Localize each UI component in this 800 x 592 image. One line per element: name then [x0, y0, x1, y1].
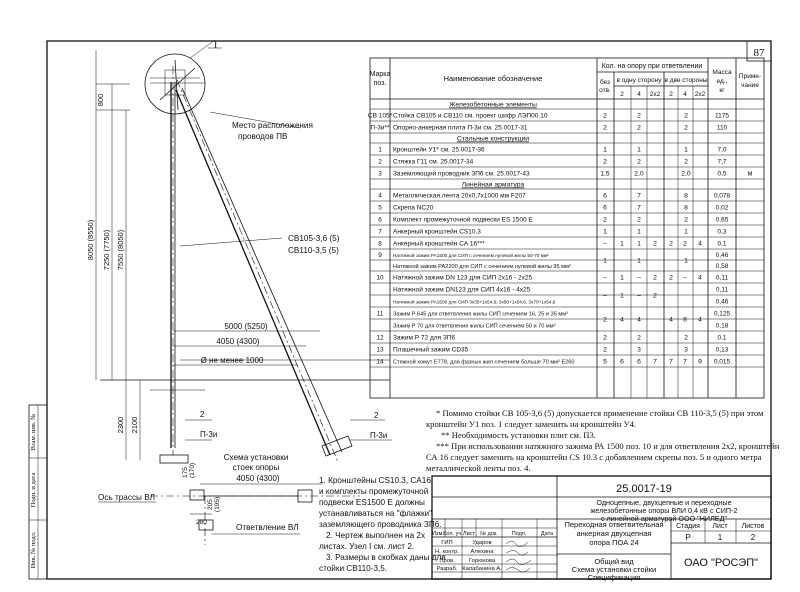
dim-280: 280 — [196, 519, 207, 526]
note-line: стойки СВ110-3,5. — [319, 564, 388, 573]
header-note: чание — [741, 82, 759, 89]
row-name: Анкерный кронштейн СА 16*** — [393, 240, 485, 248]
qty-cell: 2 — [684, 112, 688, 120]
qty-cell: 2 — [603, 112, 607, 120]
doc-title-2: Схема установки стойки — [571, 565, 657, 574]
role-dev: Разраб. — [436, 566, 458, 572]
qty-cell: 4 — [669, 316, 673, 324]
strip-label-signature: Подп. и дата — [30, 472, 37, 508]
qty-cell: 9 — [698, 358, 702, 366]
row-mark: СВ 105* — [367, 112, 393, 120]
qty-cell: 6 — [603, 204, 607, 212]
note-line: и комплекты промежуточной — [319, 487, 429, 496]
signature-marks — [506, 541, 531, 572]
plate-label-b: П-3и — [370, 431, 388, 440]
row-name: Металлическая лента 20х0,7х1000 мм F207 — [393, 192, 526, 200]
name-dev: Калабанина А. — [462, 566, 502, 572]
header-one-side: в одну сторону — [616, 77, 662, 84]
qty-cell: – — [603, 274, 607, 282]
header-mass: ед., — [716, 78, 728, 85]
footnote-line: металлической ленты поз. 4. — [426, 463, 531, 473]
mass-cell: 0,65 — [715, 216, 729, 224]
qty-cell: 2 — [603, 346, 607, 354]
col-date: Дата — [540, 531, 554, 537]
sub-col: 2х2 — [694, 91, 706, 98]
footnote-line: кронштейн У1 поз. 1 следует заменить на кронштейн У4. — [426, 419, 637, 429]
mass-cell: 0,078 — [713, 192, 731, 200]
qty-cell: 1 — [620, 240, 624, 248]
dim-4050: 4050 (4300) — [216, 337, 260, 346]
qty-cell: 2 — [669, 274, 673, 282]
section-title: Линейная арматура — [461, 181, 525, 189]
row-name: Кронштейн У1* см. 25.0017-36 — [393, 146, 485, 154]
row-mark: 9 — [378, 252, 382, 259]
header-two-sides: в две стороны — [664, 77, 708, 84]
node-leader-label: I — [214, 40, 218, 51]
qty-cell: 2 — [637, 216, 641, 224]
qty-cell: – — [603, 240, 607, 248]
qty-cell: – — [637, 292, 641, 300]
pos-2-label-b: 2 — [374, 411, 379, 420]
doc-title-1: Общий вид — [594, 557, 634, 566]
qty-cell: 2 — [603, 316, 607, 324]
col-sign: Подп. — [511, 531, 527, 537]
row-mark: 6 — [378, 216, 382, 224]
qty-cell: 4 — [698, 274, 702, 282]
row-mark: 8 — [378, 240, 382, 248]
stage-label: Стадия — [676, 523, 700, 530]
drawing-code: 25.0017-19 — [616, 483, 672, 495]
scheme-title-2: стоек опоры — [232, 463, 280, 472]
col-sheet: Лист — [463, 531, 475, 537]
qty-cell: 1 — [684, 228, 688, 236]
qty-cell: 5 — [603, 358, 607, 366]
qty-cell: – — [637, 274, 641, 282]
qty-cell: 6 — [637, 358, 641, 366]
mass-cell: 0,18 — [715, 322, 729, 330]
table-body — [368, 101, 764, 368]
mass-cell: 0,58 — [715, 263, 729, 270]
axis-label: Ось трассы ВЛ — [98, 493, 155, 502]
qty-cell: 2 — [684, 334, 688, 342]
qty-cell: 1 — [603, 228, 607, 236]
note-line: подвески ES1500 Е должны — [319, 498, 425, 507]
company-name: ОАО "РОСЭП" — [683, 557, 759, 569]
row-name: Заземляющий проводник ЗП6 см. 25.0017-43 — [393, 170, 530, 178]
pole-drawing — [86, 40, 392, 463]
row-name: Натяжной зажим DN123 для СИП 4х16 - 4х25 — [393, 286, 531, 294]
mass-cell: 0,3 — [717, 228, 727, 236]
scheme-dim: 4050 (4300) — [236, 474, 280, 483]
col-count: Кол. уч. — [443, 531, 463, 537]
sub-col: 2х2 — [649, 91, 661, 98]
drawing-description-1: Одноцепные, двухцепные и переходные — [596, 498, 732, 507]
row-mark: 2 — [378, 158, 382, 166]
mass-cell: 0,46 — [715, 298, 729, 306]
mass-cell: 0,015 — [713, 358, 731, 366]
qty-cell: 7 — [653, 358, 657, 366]
footnote-line: СА 16 следует заменить на кронштейн CS 10.3 с добавлением скрепы поз. 5 и одного метра — [426, 452, 762, 462]
qty-cell: 7 — [637, 192, 641, 200]
qty-cell: – — [683, 274, 687, 282]
note-cell: м — [747, 170, 753, 178]
qty-cell: 2,0 — [681, 170, 691, 178]
note-line: устанавливаться на "флажки" — [319, 509, 433, 518]
sheets-value: 2 — [750, 533, 756, 542]
qty-cell: 2 — [603, 124, 607, 132]
qty-cell: 6 — [603, 192, 607, 200]
qty-cell: 1 — [620, 274, 624, 282]
mass-cell: 0,46 — [715, 252, 729, 259]
qty-cell: 1 — [637, 257, 641, 265]
dim-2300: 2300 — [116, 416, 125, 434]
dim-800: 800 — [96, 93, 105, 107]
qty-cell: 2 — [669, 240, 673, 248]
dim-7550: 7550 (8050) — [116, 229, 125, 271]
row-mark: 1 — [378, 146, 382, 154]
footnote-line: *** При использовании натяжного зажима РА 1500 поз. 10 и для ответвления 2х2, кронштейн — [436, 441, 780, 451]
row-mark: 10 — [376, 274, 384, 282]
qty-cell: 2 — [637, 334, 641, 342]
qty-cell: 2 — [653, 292, 657, 300]
mass-cell: 0,11 — [715, 286, 729, 294]
dim-5000: 5000 (5250) — [224, 322, 268, 331]
qty-cell: 1 — [603, 146, 607, 154]
row-mark: П-3и** — [370, 124, 390, 132]
specification-table — [368, 58, 764, 398]
mass-cell: 0,125 — [713, 310, 731, 318]
row-mark: 11 — [376, 310, 384, 318]
qty-cell: 2 — [684, 216, 688, 224]
qty-cell: 1 — [603, 257, 607, 265]
qty-cell: 7 — [637, 204, 641, 212]
mass-cell: 7,7 — [717, 158, 727, 166]
binding-strip — [29, 405, 47, 579]
qty-cell: 1 — [637, 240, 641, 248]
row-name: Скрепа NC20 — [393, 204, 434, 212]
qty-cell: 3 — [684, 346, 688, 354]
row-mark: 14 — [376, 358, 384, 366]
qty-cell: 3 — [637, 346, 641, 354]
col-change: Изм. — [432, 531, 444, 537]
header-mass: Масса — [712, 69, 732, 76]
qty-cell: 2 — [683, 240, 687, 248]
dim-min-1000: Ø не менее 1000 — [200, 356, 264, 365]
row-mark: 13 — [376, 346, 384, 354]
sub-col: 2 — [669, 91, 673, 98]
dim-205: 205 — [207, 499, 214, 510]
qty-cell: 8 — [684, 192, 688, 200]
doc-title-3: Спецификация — [587, 573, 641, 582]
header-name: Наименование обозначение — [443, 74, 543, 83]
row-mark: 3 — [378, 170, 382, 178]
header-note: Приме- — [738, 73, 762, 80]
qty-cell: 7 — [683, 358, 687, 366]
sheet-label: Лист — [712, 523, 728, 530]
stage-value: Р — [685, 533, 691, 542]
name-check: Горюнова — [468, 558, 496, 564]
row-name: Зажим Р 72 для ЗП6 — [393, 334, 456, 342]
qty-cell: 2 — [637, 112, 641, 120]
pole-type-label-2: СВ110-3,5 (5) — [288, 246, 339, 255]
mass-cell: 0,13 — [715, 346, 729, 354]
row-name: Натяжной зажим РА2200 для СИП с сечением нулевой жилы 95 мм² — [393, 264, 571, 270]
qty-cell: 2 — [603, 334, 607, 342]
dim-175: 175 — [182, 467, 189, 478]
sub-col: 2 — [620, 91, 624, 98]
header-without: без — [599, 79, 611, 86]
section-title: Железобетонные элементы — [449, 101, 537, 109]
row-name: Натяжной зажим DN 123 для СИП 2х16 - 2х25 — [393, 274, 533, 282]
qty-cell: 2 — [653, 274, 657, 282]
header-mass: кг — [719, 87, 725, 94]
role-norm: Н. контр. — [435, 549, 459, 555]
sub-col: 4 — [683, 91, 687, 98]
qty-cell: 1 — [637, 228, 641, 236]
drawing-notes — [319, 476, 446, 573]
note-line: заземляющего проводника ЗП6. — [319, 520, 442, 529]
row-name: Плашечный зажим CD35 — [393, 346, 469, 354]
row-name: Опорно-анкерная плита П-3и см. 25.0017-31 — [393, 124, 528, 132]
strut-pole — [176, 90, 330, 455]
role-chief: ГИП — [441, 540, 453, 546]
dim-195: (195) — [214, 496, 221, 512]
mass-cell: 0,11 — [715, 274, 729, 282]
footnotes — [426, 408, 780, 473]
row-mark: 7 — [378, 228, 382, 236]
sub-col: 4 — [637, 91, 641, 98]
wire-place-label-1: Место расположения — [232, 121, 313, 130]
qty-cell: 6 — [620, 358, 624, 366]
qty-cell: – — [603, 292, 607, 300]
strip-label-inventory: Инв. № подл. — [30, 531, 37, 569]
qty-cell: 7 — [669, 358, 673, 366]
row-name: Зажим Р 70 для ответвления жилы СИП сечением 50 и 70 мм² — [393, 323, 556, 330]
strip-label-replacement: Взам. инв. № — [30, 413, 37, 451]
sheets-label: Листов — [741, 523, 765, 530]
branch-label: Ответвление ВЛ — [236, 523, 299, 532]
mass-cell: 110 — [716, 124, 728, 132]
note-line: 3. Размеры в скобках даны для — [326, 553, 446, 562]
note-line: листах. Узел I см. лист 2. — [319, 542, 415, 551]
drawing-description-2: железобетонные опоры ВЛИ 0,4 кВ с СИП-2 — [590, 506, 738, 515]
qty-cell: 1,5 — [600, 170, 610, 178]
title-block — [432, 476, 771, 582]
mass-cell: 7,0 — [717, 146, 727, 154]
qty-cell: 2 — [637, 124, 641, 132]
plate-p3i-vertical — [160, 455, 188, 463]
qty-cell: 4 — [698, 316, 702, 324]
qty-cell: 2,0 — [634, 170, 644, 178]
row-name: Анкерный кронштейн CS10.3 — [393, 228, 481, 236]
item-title-3: опора ПОА 24 — [589, 538, 639, 547]
dim-7250: 7250 (7750) — [102, 229, 111, 271]
qty-cell: 2 — [603, 216, 607, 224]
mass-cell: 0,5 — [717, 170, 727, 178]
row-name: Натяжной зажим РА1500 для СИП 3х35+1х54,6; 3х50+1х54,6; 3х70+1х54,6 — [393, 299, 556, 305]
row-name: Комплект промежуточной подвески ES 1500 E — [393, 216, 533, 224]
name-norm: Алехина — [470, 549, 494, 555]
row-name: Зажим Р 645 для ответвления жилы СИП сечением 16, 25 и 35 мм² — [393, 311, 568, 318]
header-mark: Марка — [369, 71, 391, 78]
mass-cell: 0,1 — [717, 240, 727, 248]
drawing-description-3: с линейной арматурой ООО "НИЛЕД" — [600, 514, 728, 523]
qty-cell: 2 — [684, 158, 688, 166]
row-mark: 4 — [378, 192, 382, 200]
qty-cell: 4 — [620, 316, 624, 324]
col-doc: № док. — [480, 531, 498, 537]
qty-cell: 1 — [684, 146, 688, 154]
header-without: отв. — [599, 87, 611, 94]
qty-cell: 1 — [684, 257, 688, 265]
plate-label-a: П-3и — [200, 430, 218, 439]
qty-cell: 1 — [620, 292, 624, 300]
sheet-number: 87 — [753, 47, 765, 59]
header-qty: Кол. на опору при ответвлении — [601, 63, 703, 70]
note-line: 1. Кронштейны CS10.3, CA16 — [319, 476, 431, 485]
item-title-1: Переходная ответвительная — [564, 520, 664, 529]
mass-cell: 1175 — [715, 112, 729, 120]
header-mark: поз. — [373, 80, 387, 87]
qty-cell: 8 — [684, 204, 688, 212]
pos-2-label-a: 2 — [200, 410, 205, 419]
qty-cell: 2 — [653, 240, 657, 248]
qty-cell: 2 — [603, 158, 607, 166]
qty-cell: 4 — [637, 316, 641, 324]
name-chief: Ударов — [472, 540, 492, 546]
pole-type-label-1: СВ105-3,6 (5) — [288, 234, 340, 243]
qty-cell: 1 — [637, 146, 641, 154]
row-mark: 12 — [376, 334, 384, 342]
scheme-pole-base — [190, 490, 204, 500]
footnote-line: * Помимо стойки СВ 105-3,6 (5) допускается применение стойки СВ 110-3,5 (5) при этом — [436, 408, 764, 418]
qty-cell: 4 — [698, 240, 702, 248]
mass-cell: 0,02 — [715, 204, 729, 212]
role-check: Пров. — [439, 558, 455, 564]
row-name: Натяжной зажим РА1500 для СИП с сечением нулевой жилы 50-70 мм² — [393, 253, 549, 258]
sheet-value: 1 — [717, 533, 723, 542]
row-name: Стяжка Г11 см. 25.0017-34 — [393, 158, 474, 166]
wire-place-label-2: проводов ПВ — [238, 132, 288, 141]
dim-8050: 8050 (8550) — [86, 219, 95, 261]
row-name: Стойка СВ105 и СВ110 см. проект шифр ЛЭП00.10 — [393, 112, 548, 120]
dim-170: (170) — [189, 462, 196, 478]
section-title: Стальные конструкции — [456, 135, 530, 143]
note-line: 2. Чертеж выполнен на 2х — [326, 531, 426, 540]
item-title-2: анкерная двухцепная — [576, 529, 652, 538]
row-name: Стяжной хомут Е778, для фазных жил сечением больше 70 мм² Е260 — [393, 359, 575, 366]
footnote-line: ** Необходимость установки плит см. П3. — [441, 430, 596, 440]
qty-cell: 8 — [683, 316, 687, 324]
qty-cell: 2 — [684, 124, 688, 132]
mass-cell: 0,1 — [717, 334, 727, 342]
dim-2100: 2100 — [130, 416, 139, 434]
scheme-title-1: Схема установки — [223, 453, 289, 462]
qty-cell: 2 — [637, 158, 641, 166]
row-mark: 5 — [378, 204, 382, 212]
